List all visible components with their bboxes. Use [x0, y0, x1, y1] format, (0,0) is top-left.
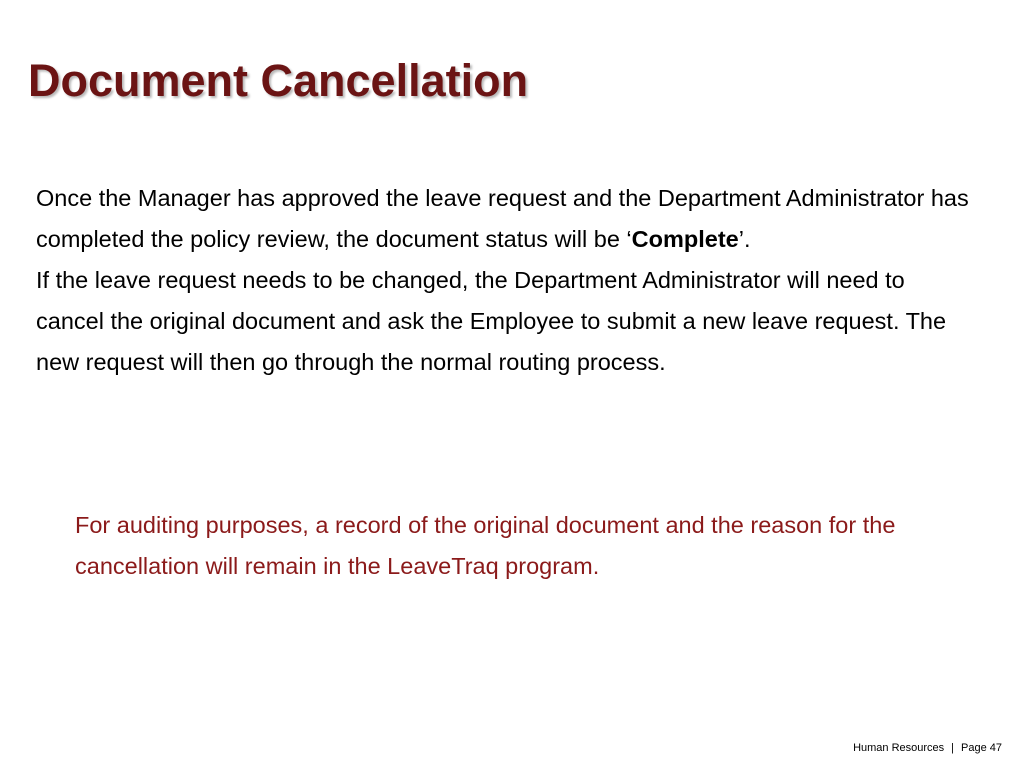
- paragraph-status-text: Once the Manager has approved the leave request and the Department Administrator has completed the policy review, the document status will be ‘: [36, 185, 969, 252]
- footer-separator: |: [951, 742, 955, 754]
- paragraph-status-end: ’.: [738, 226, 751, 252]
- slide-title: Document Cancellation: [28, 55, 529, 106]
- footer-department: Human Resources: [853, 742, 945, 754]
- footer: [853, 742, 1002, 754]
- auditing-note: For auditing purposes, a record of the original document and the reason for the cancellation will remain in the LeaveTraq program.: [75, 512, 896, 579]
- status-complete-emphasis: Complete: [631, 226, 739, 252]
- page-number: Page 47: [961, 742, 1002, 754]
- paragraph-cancellation: If the leave request needs to be changed, the Department Administrator will need to cancel the original document and ask the Employee to submit a new leave request. The new request will then go through the normal routing process.: [36, 267, 947, 375]
- paragraph-status: [36, 178, 976, 260]
- slide-body: [36, 178, 976, 383]
